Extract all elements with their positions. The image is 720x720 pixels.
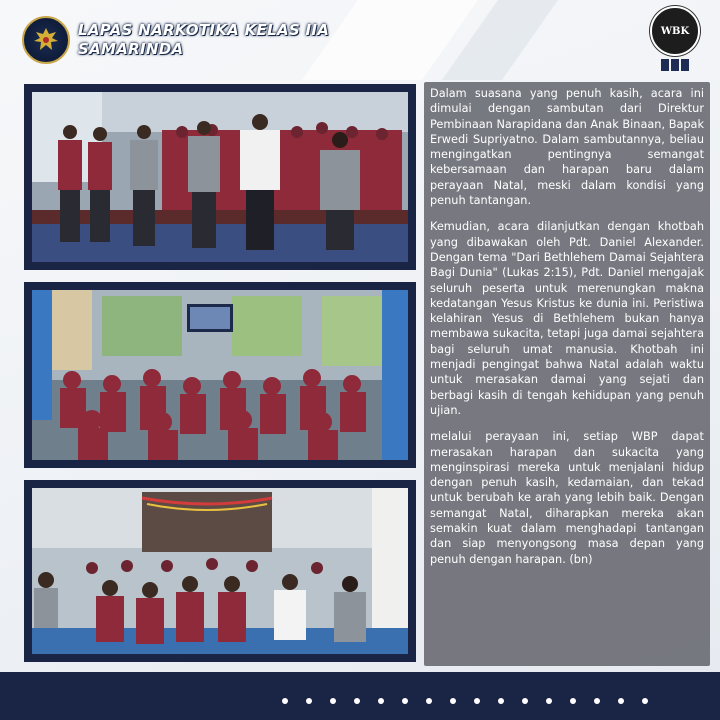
- wbk-badge-bars: [661, 59, 689, 71]
- photo-officers-standing: [32, 92, 408, 262]
- photo-frame-1: [24, 84, 416, 270]
- garuda-emblem-icon: [22, 16, 70, 64]
- wbk-badge-icon: [648, 6, 702, 72]
- photo-chapel-congregation: [32, 290, 408, 460]
- footer-bar: [0, 672, 720, 720]
- footer-dots: [282, 698, 648, 704]
- wbk-badge-circle: WBK: [650, 6, 700, 56]
- article-paragraph-3: melalui perayaan ini, setiap WBP dapat merasakan harapan dan sukacita yang menginspirasi mereka untuk menjalani hidup dengan penuh kasih, kedamaian, dan tekad untuk berubah ke arah yang lebih baik. Dengan semangat Natal, diharapkan mereka akan semakin kuat dalam menghadapi tantangan dan siap menyongsong masa depan yang penuh dengan harapan. (bn): [430, 430, 704, 566]
- photo-group-seated: [32, 488, 408, 654]
- article-paragraph-2: Kemudian, acara dilanjutkan dengan khotbah yang dibawakan oleh Pdt. Daniel Alexander. Dengan tema "Dari Bethlehem Damai Sejahtera Bagi Dunia" (Lukas 2:15), Pdt. Daniel mengajak seluruh peserta untuk merenungkan makna kedatangan Yesus Kristus ke dunia ini. Peristiwa kelahiran Yesus di Bethlehem bukan hanya membawa sukacita, tetapi juga damai sejahtera bagi seluruh umat manusia. Khotbah ini menjadi pengingat bahwa Natal adalah waktu untuk merasakan damai yang sejati dan berbagi kasih di tengah kehidupan yang penuh ujian.: [430, 220, 704, 417]
- header-title-line1: LAPAS NARKOTIKA KELAS IIA: [78, 21, 330, 39]
- header-title-line2: SAMARINDA: [78, 40, 184, 58]
- photo-frame-2: [24, 282, 416, 468]
- article-paragraph-1: Dalam suasana yang penuh kasih, acara ini dimulai dengan sambutan dari Direktur Pembinaan Narapidana dan Anak Binaan, Bapak Erwedi Supriyatno. Dalam sambutannya, beliau mengingatkan pentingnya semangat kebersamaan dan harapan baru dalam perayaan Natal, meski dalam kondisi yang penuh tantangan.: [430, 87, 704, 208]
- header: [22, 12, 329, 68]
- header-title: [78, 21, 329, 59]
- article-panel: [424, 82, 710, 666]
- photo-frame-3: [24, 480, 416, 662]
